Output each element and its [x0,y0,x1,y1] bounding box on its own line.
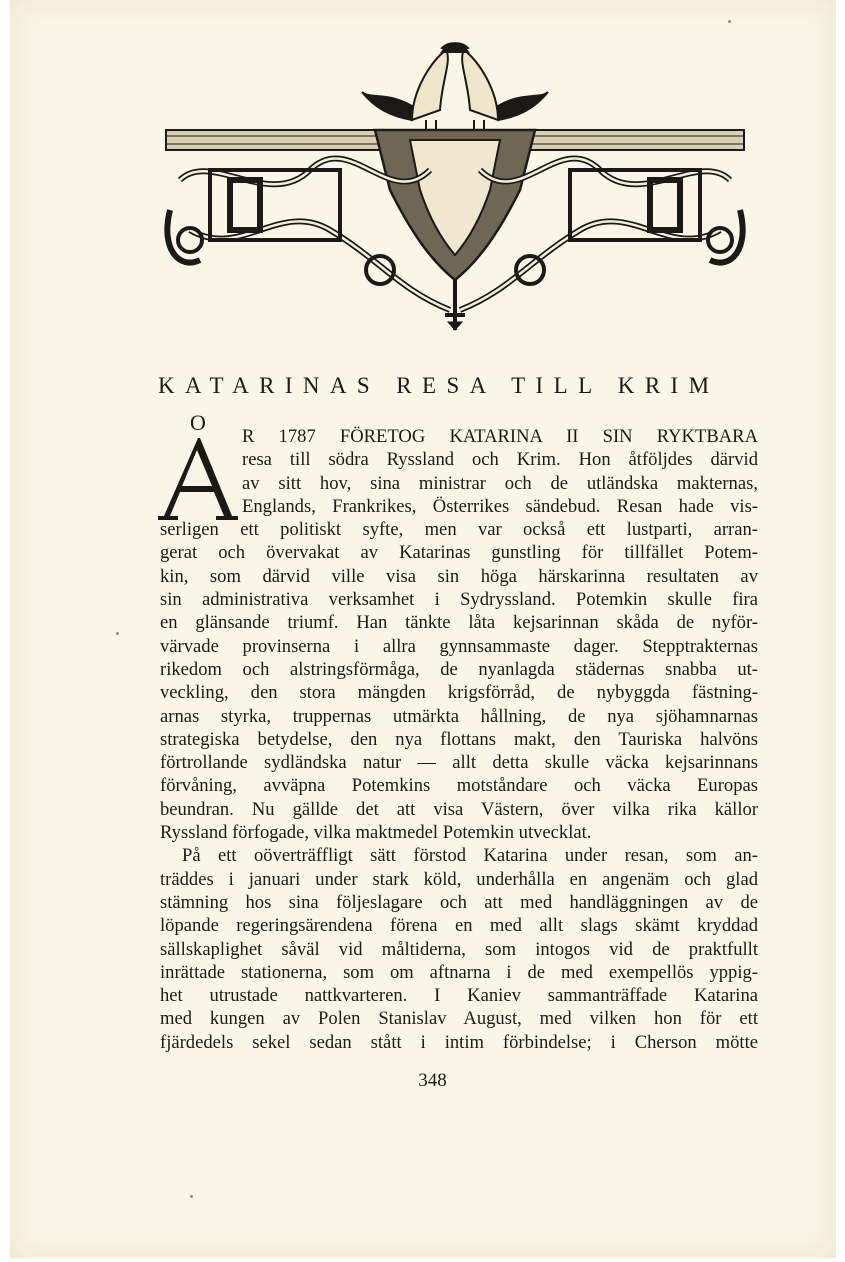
text-line: resa till södra Ryssland och Krim. Hon åtföljdes därvid [242,449,758,471]
book-page [10,0,836,1258]
drop-cap-small-letter: O [190,410,206,435]
text-line: sin administrativa verksamhet i Sydryssland. Potemkin skulle fira [160,589,758,611]
right-bird [442,43,548,130]
text-line: inrättade stationerna, som om aftnarna i de med exempellös yppig- [160,961,758,983]
text-line: fjärdedels sekel sedan stått i intim förbindelse; i Cherson mötte [160,1031,758,1053]
text-line: beundran. Nu gällde det att visa Västern, över vilka rika källor [160,798,758,820]
chapter-title: KATARINAS RESA TILL KRIM [158,373,720,398]
text-line: serligen ett politiskt syfte, men var också ett lustparti, arran- [160,519,758,541]
paragraph-1 [160,425,758,844]
text-line: arnas styrka, truppernas utmärkta hållning, de nya sjöhamnarnas [160,705,758,727]
text-line: med kungen av Polen Stanislav August, med vilken hon för ett [160,1008,758,1030]
text-line: stämning hos sina följeslagare och att med handläggningen av de [160,891,758,913]
text-line: het utrustade nattkvarteren. I Kaniev sammanträffade Katarina [160,985,758,1007]
paragraph-2 [160,844,758,1054]
body-text [160,425,758,1054]
left-bird [362,43,468,130]
text-line: sällskaplighet såväl vid måltiderna, som intogos vid de praktfullt [160,938,758,960]
text-line: förvåning, avväpna Potemkins motståndare och väcka Europas [160,775,758,797]
page-number: 348 [418,1070,447,1091]
paper-speck [116,632,119,635]
paper-speck [728,20,731,23]
text-line: rikedom och alstringsförmåga, de nyanlagda städernas snabba ut- [160,658,758,680]
text-line: en glänsande triumf. Han tänkte låta kejsarinnan skåda de nyför- [160,612,758,634]
paper-speck [190,1195,193,1198]
celtic-knot-ornament [150,30,760,335]
text-line: På ett oöverträffligt sätt förstod Katarina under resan, som an- [182,845,758,867]
text-line: R 1787 FÖRETOG KATARINA II SIN RYKTBARA [242,426,758,447]
text-line: Englands, Frankrikes, Österrikes sändebud. Resan hade vis- [242,495,758,517]
text-line: Ryssland förfogade, vilka maktmedel Potemkin utvecklat. [160,822,592,844]
text-line: kin, som därvid ville visa sin höga härskarinna resultaten av [160,565,758,587]
text-line: veckling, den stora mängden krigsförråd, de nybyggda fästning- [160,682,758,704]
text-line: träddes i januari under stark köld, underhålla en angenäm och glad [160,868,758,890]
text-line: värvade provinserna i allra gynnsammaste dager. Stepptrakternas [160,635,758,657]
text-line: strategiska betydelse, den nya flottans makt, den Tauriska halvöns [160,728,758,750]
text-line: förtrollande sydländska natur — allt detta skulle väcka kejsarinnans [160,752,758,774]
text-line: löpande regeringsärendena förena en med allt slags skämt kryddad [160,915,758,937]
text-line: av sitt hov, sina ministrar och de utländska makternas, [242,472,758,494]
text-line: gerat och övervakat av Katarinas gunstling för tillfället Potem- [160,542,758,564]
